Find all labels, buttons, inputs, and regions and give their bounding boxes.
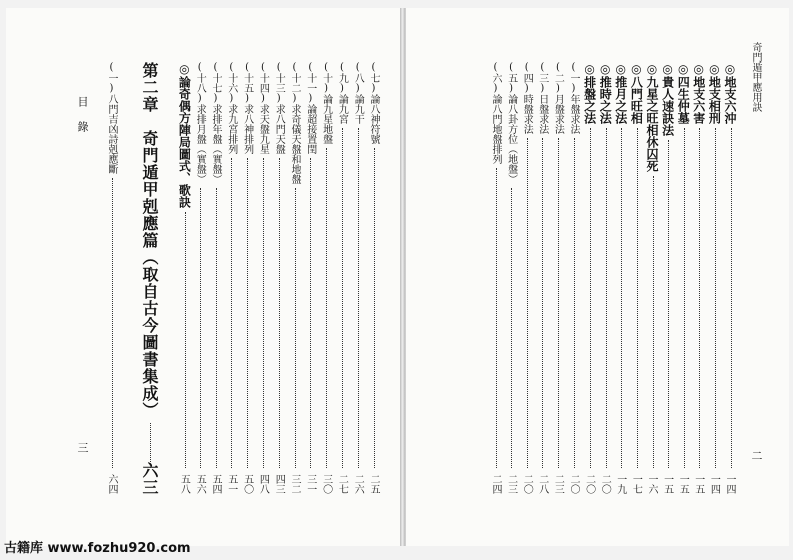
toc-entry-title: (三)日盤求法 [536, 62, 548, 134]
toc-entry-title: (六)論八門地盤排列 [490, 62, 501, 164]
toc-entry-title: ◎排盤之法 [582, 62, 597, 124]
dot-leader [511, 188, 512, 468]
toc-entry-page: 一四 [708, 474, 720, 494]
toc-entry-page: 二三 [505, 474, 517, 494]
toc-entry-title: (十七)求排年盤（實盤） [210, 62, 221, 184]
dot-leader [279, 158, 280, 468]
dot-leader [653, 176, 654, 468]
toc-entry-title: (一)八門吉凶詩剋應斷 [106, 62, 117, 174]
toc-entry-page: 二三 [552, 474, 564, 494]
toc-entry-title: (十二)求奇儀天盤和地盤 [289, 62, 300, 184]
left-page-number: 三 [76, 442, 89, 453]
dot-leader [263, 158, 264, 468]
dot-leader [185, 212, 186, 468]
dot-leader [699, 128, 700, 468]
dot-leader [621, 128, 622, 468]
right-running-header: 奇門遁甲應用訣 [750, 42, 761, 112]
toc-entry-page: 五〇 [241, 474, 253, 494]
dot-leader [637, 128, 638, 468]
toc-entry-page: 二〇 [583, 474, 595, 494]
toc-entry-page: 一九 [614, 474, 626, 494]
dot-leader [606, 128, 607, 468]
dot-leader [326, 148, 327, 468]
dot-leader [558, 138, 559, 468]
toc-entry-page: 五六 [194, 474, 206, 494]
toc-entry-page: 五八 [178, 474, 190, 494]
toc-entry-title: (四)時盤求法 [521, 62, 533, 134]
toc-entry-title: (十)論九星地盤 [320, 62, 332, 144]
watermark: 古籍库 www.fozhu920.com [4, 541, 191, 556]
dot-leader [374, 148, 375, 468]
toc-entry-title: ◎九星之旺相休囚死 [645, 62, 659, 172]
dot-leader [216, 188, 217, 468]
toc-entry-page: 二〇 [599, 474, 611, 494]
toc-entry-title: ◎推時之法 [598, 62, 613, 124]
toc-entry-title: (八)論九干 [352, 62, 364, 124]
toc-entry-title: (十六)求九宮排列 [225, 62, 237, 154]
toc-entry-title: ◎論奇偶方陣局圖式、歌訣 [177, 62, 192, 208]
toc-entry-title: ◎地支六沖 [723, 62, 737, 124]
dot-leader [150, 423, 151, 468]
toc-entry-title: (十一)論超接置閏 [304, 62, 316, 154]
dot-leader [684, 128, 685, 468]
toc-entry-title: ◎推月之法 [613, 62, 628, 124]
toc-entry-title: (五)論八卦方位（地盤） [505, 62, 517, 184]
toc-entry-title: (九)論九宮 [336, 62, 348, 124]
toc-entry-title: (十四)求天盤九星 [257, 62, 269, 154]
dot-leader [731, 128, 732, 468]
dot-leader [310, 158, 311, 468]
left-running-header: 目錄 [76, 96, 89, 146]
dot-leader [496, 168, 497, 468]
toc-entry-page: 二七 [336, 474, 348, 494]
toc-entry-page: 五四 [210, 474, 221, 494]
dot-leader [200, 188, 201, 468]
dot-leader [358, 128, 359, 468]
toc-entry-page: 二四 [490, 474, 501, 494]
toc-entry-page: 二〇 [568, 474, 579, 494]
toc-entry-page: 三二 [289, 474, 300, 494]
toc-entry-title: ◎四生仲墓 [676, 62, 691, 124]
toc-entry-title: (一)年盤求法 [568, 62, 579, 134]
dot-leader [247, 158, 248, 468]
toc-entry-page: 一五 [661, 474, 673, 494]
toc-entry-page: 四八 [257, 474, 269, 494]
dot-leader [112, 178, 113, 468]
toc-entry-title: ◎地支六害 [691, 62, 706, 124]
toc-entry-page: 一六 [646, 474, 657, 494]
dot-leader [668, 140, 669, 468]
dot-leader [295, 188, 296, 468]
right-page-number: 二 [750, 450, 763, 461]
toc-entry-title: (十八)求排月盤（實盤） [194, 62, 206, 184]
toc-entry-title: (七)論八神符號 [368, 62, 379, 144]
dot-leader [527, 138, 528, 468]
dot-leader [574, 138, 575, 468]
dot-leader [231, 158, 232, 468]
toc-entry-title: (十三)求八門天盤 [273, 62, 285, 154]
toc-entry-page: 一五 [677, 474, 689, 494]
toc-entry-title: (二)月盤求法 [552, 62, 564, 134]
toc-entry-page: 六四 [106, 474, 117, 494]
toc-entry-page: 一七 [630, 474, 642, 494]
toc-entry-page: 四三 [273, 474, 285, 494]
dot-leader [542, 138, 543, 468]
toc-entry-page: 五一 [225, 474, 237, 494]
toc-entry-page: 三一 [304, 474, 316, 494]
toc-entry-page: 六三 [140, 462, 159, 496]
toc-entry-page: 二五 [368, 474, 379, 494]
toc-entry-page: 一五 [692, 474, 704, 494]
toc-entry-page: 一四 [724, 474, 735, 494]
dot-leader [715, 128, 716, 468]
toc-entry-title: ◎八門旺相 [629, 62, 644, 124]
toc-entry-page: 三〇 [320, 474, 332, 494]
toc-entry-page: 二〇 [521, 474, 533, 494]
dot-leader [590, 128, 591, 468]
toc-entry-title: 第二章 奇門遁甲剋應篇（取自古今圖書集成） [140, 62, 159, 419]
toc-entry-title: (十五)求八神排列 [241, 62, 253, 154]
toc-entry-page: 二八 [536, 474, 548, 494]
toc-entry-page: 二六 [352, 474, 364, 494]
toc-entry-title: ◎地支相刑 [707, 62, 722, 124]
toc-entry-title: ◎貴人速訣法 [660, 62, 675, 136]
dot-leader [342, 128, 343, 468]
